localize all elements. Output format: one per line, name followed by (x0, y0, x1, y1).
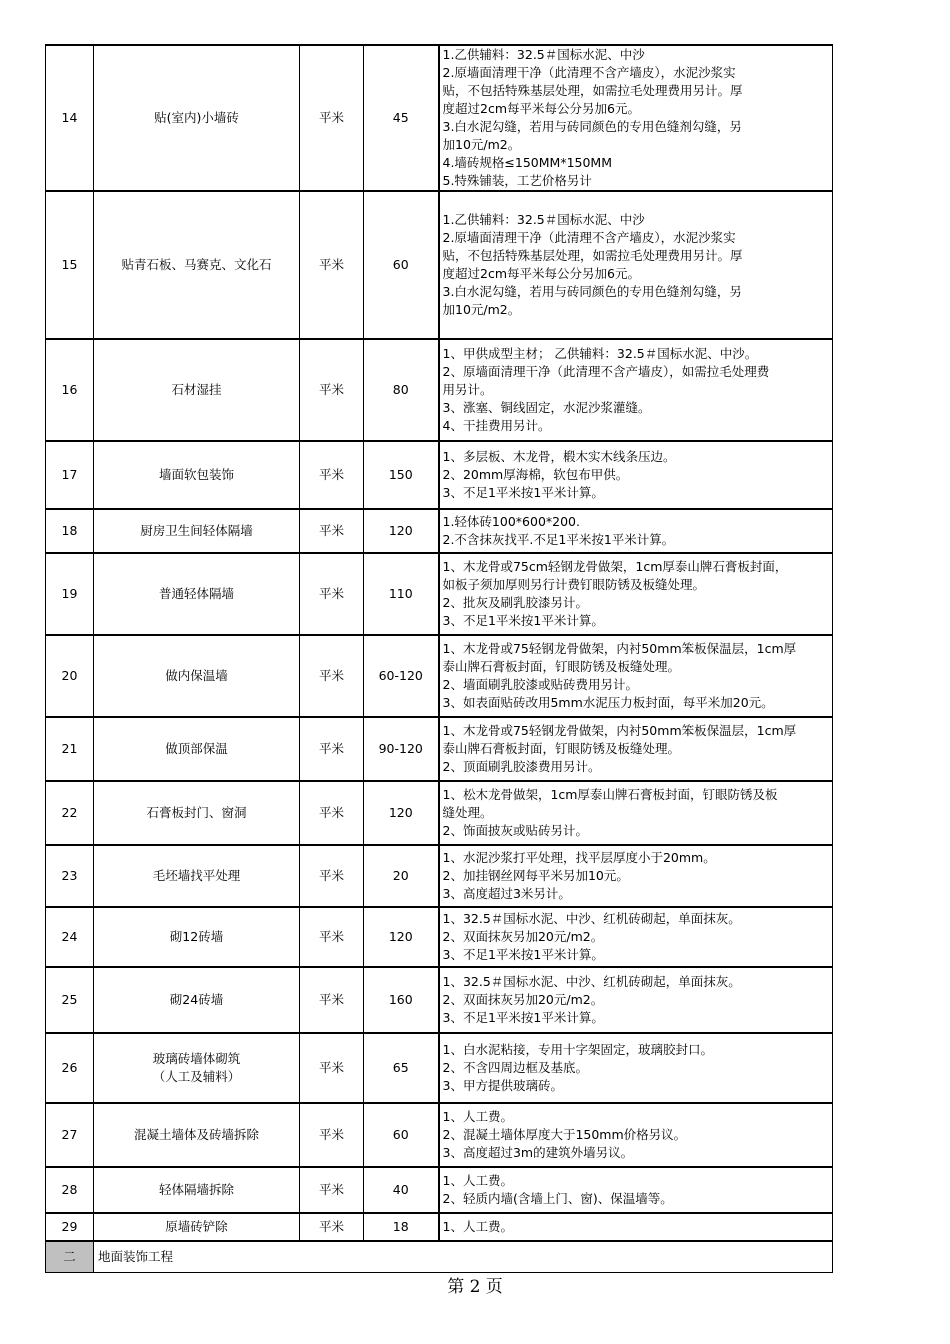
item-name-line: （人工及辅料） (152, 1069, 241, 1084)
item-description-text (443, 345, 830, 435)
item-name (94, 339, 300, 441)
item-name (94, 553, 300, 635)
table-row (46, 781, 833, 845)
item-number: 29 (46, 1213, 94, 1241)
item-name (94, 717, 300, 781)
item-name-line: 普通轻体隔墙 (158, 586, 234, 601)
description-line: 3、不足1平米按1平米计算。 (442, 947, 604, 962)
description-line: 1、人工费。 (442, 1173, 513, 1188)
description-line: 2、轻质内墙(含墙上门、窗)、保温墙等。 (442, 1191, 673, 1206)
item-description-text (443, 1218, 830, 1236)
item-description (439, 1033, 833, 1103)
item-unit: 平米 (300, 553, 364, 635)
item-name (94, 509, 300, 553)
description-line: 2.不含抹灰找平.不足1平米按1平米计算。 (442, 532, 675, 547)
section-number: 二 (46, 1241, 94, 1273)
item-unit: 平米 (300, 907, 364, 967)
item-price: 120 (364, 509, 439, 553)
description-line: 1、人工费。 (442, 1219, 513, 1234)
item-name (94, 1167, 300, 1213)
table-row (46, 339, 833, 441)
description-line: 2、原墙面清理干净（此清理不含产墙皮），如需拉毛处理费 (442, 364, 770, 379)
item-name (94, 441, 300, 509)
item-description-text (443, 849, 830, 903)
item-name (94, 1213, 300, 1241)
item-number: 22 (46, 781, 94, 845)
item-description-text (443, 722, 830, 776)
item-description (439, 441, 833, 509)
item-unit: 平米 (300, 845, 364, 907)
description-line: 3、涨塞、铜线固定，水泥沙浆灌缝。 (442, 400, 651, 415)
description-line: 2、20mm厚海棉，软包布甲供。 (442, 467, 629, 482)
description-line: 1、甲供成型主材； 乙供辅料：32.5＃国标水泥、中沙。 (442, 346, 758, 361)
item-number: 21 (46, 717, 94, 781)
table-row (46, 509, 833, 553)
description-line: 3、高度超过3米另计。 (442, 886, 571, 901)
item-number: 27 (46, 1103, 94, 1167)
description-line: 2、加挂钢丝网每平米另加10元。 (442, 868, 629, 883)
description-line: 2、饰面披灰或贴砖另计。 (442, 823, 588, 838)
section-title: 地面装饰工程 (94, 1241, 833, 1273)
item-description-text (443, 973, 830, 1027)
item-unit: 平米 (300, 1033, 364, 1103)
item-description-text (443, 211, 830, 319)
item-description (439, 1213, 833, 1241)
item-number: 20 (46, 635, 94, 717)
item-unit: 平米 (300, 967, 364, 1033)
description-line: 4.墙砖规格≤150MM*150MM (442, 155, 613, 170)
description-line: 2、双面抹灰另加20元/m2。 (442, 929, 604, 944)
item-name-line: 墙面软包装饰 (158, 467, 234, 482)
item-description (439, 553, 833, 635)
description-line: 3、不足1平米按1平米计算。 (442, 485, 604, 500)
table-row (46, 907, 833, 967)
item-price: 90-120 (364, 717, 439, 781)
description-line: 1.乙供辅料：32.5＃国标水泥、中沙 (442, 47, 645, 62)
item-unit: 平米 (300, 635, 364, 717)
item-name-line: 贴(室内)小墙砖 (154, 110, 239, 125)
description-line: 5.特殊铺装，工艺价格另计 (442, 173, 592, 188)
description-line: 3、不足1平米按1平米计算。 (442, 613, 604, 628)
table-row (46, 45, 833, 191)
item-description-text (443, 910, 830, 964)
item-price: 160 (364, 967, 439, 1033)
description-line: 贴，不包括特殊基层处理，如需拉毛处理费用另计。厚 (442, 83, 743, 98)
item-description-text (443, 1108, 830, 1162)
description-line: 1、木龙骨或75轻钢龙骨做架，内衬50mm笨板保温层，1cm厚 (442, 723, 797, 738)
item-description-text (443, 46, 830, 190)
description-line: 加10元/m2。 (442, 137, 521, 152)
item-description (439, 781, 833, 845)
table-row (46, 1167, 833, 1213)
item-price: 120 (364, 781, 439, 845)
item-description (439, 45, 833, 191)
description-line: 缝处理。 (442, 805, 493, 820)
item-unit: 平米 (300, 717, 364, 781)
description-line: 2、批灰及刷乳胶漆另计。 (442, 595, 588, 610)
item-number: 18 (46, 509, 94, 553)
item-price: 80 (364, 339, 439, 441)
item-description (439, 1103, 833, 1167)
item-description (439, 339, 833, 441)
item-description (439, 967, 833, 1033)
item-number: 16 (46, 339, 94, 441)
page-number: 第 2 页 (447, 1277, 503, 1297)
item-number: 28 (46, 1167, 94, 1213)
item-unit: 平米 (300, 441, 364, 509)
item-unit: 平米 (300, 509, 364, 553)
description-line: 3、不足1平米按1平米计算。 (442, 1010, 604, 1025)
description-line: 1、人工费。 (442, 1109, 513, 1124)
item-name-line: 石材湿挂 (171, 382, 222, 397)
item-description (439, 1167, 833, 1213)
description-line: 3、高度超过3m的建筑外墙另议。 (442, 1145, 634, 1160)
item-number: 15 (46, 191, 94, 339)
description-line: 1.轻体砖100*600*200. (442, 514, 580, 529)
description-line: 1、松木龙骨做架，1cm厚泰山牌石膏板封面，钉眼防锈及板 (442, 787, 778, 802)
description-line: 2、不含四周边框及基底。 (442, 1060, 588, 1075)
description-line: 4、干挂费用另计。 (442, 418, 551, 433)
item-description (439, 907, 833, 967)
item-price: 18 (364, 1213, 439, 1241)
item-name-line: 石膏板封门、窗洞 (146, 805, 247, 820)
item-unit: 平米 (300, 1167, 364, 1213)
description-line: 2.原墙面清理干净（此清理不含产墙皮），水泥沙浆实 (442, 65, 736, 80)
item-description-text (443, 786, 830, 840)
item-name-line: 砌24砖墙 (169, 992, 224, 1007)
item-unit: 平米 (300, 339, 364, 441)
item-description-text (443, 513, 830, 549)
table-row (46, 845, 833, 907)
item-number: 17 (46, 441, 94, 509)
table-row (46, 441, 833, 509)
item-price: 20 (364, 845, 439, 907)
item-number: 25 (46, 967, 94, 1033)
item-price: 65 (364, 1033, 439, 1103)
item-description (439, 509, 833, 553)
item-name-line: 砌12砖墙 (169, 929, 224, 944)
description-line: 3、甲方提供玻璃砖。 (442, 1078, 563, 1093)
item-number: 14 (46, 45, 94, 191)
item-name-line: 做顶部保温 (165, 741, 228, 756)
item-description (439, 635, 833, 717)
item-name-line: 玻璃砖墙体砌筑 (152, 1051, 241, 1066)
description-line: 2、双面抹灰另加20元/m2。 (442, 992, 604, 1007)
item-price: 60 (364, 1103, 439, 1167)
description-line: 度超过2cm每平米每公分另加6元。 (442, 266, 640, 281)
description-line: 用另计。 (442, 382, 493, 397)
table-row (46, 553, 833, 635)
item-price: 45 (364, 45, 439, 191)
item-unit: 平米 (300, 191, 364, 339)
item-name-line: 厨房卫生间轻体隔墙 (140, 523, 253, 538)
description-line: 1、木龙骨或75轻钢龙骨做架，内衬50mm笨板保温层，1cm厚 (442, 641, 797, 656)
description-line: 3.白水泥勾缝，若用与砖同颜色的专用色缝剂勾缝，另 (442, 284, 742, 299)
item-description-text (443, 1172, 830, 1208)
item-name-line: 混凝土墙体及砖墙拆除 (133, 1127, 259, 1142)
item-description (439, 191, 833, 339)
item-description-text (443, 1041, 830, 1095)
description-line: 1、多层板、木龙骨，椴木实木线条压边。 (442, 449, 676, 464)
item-name (94, 781, 300, 845)
price-table-body (46, 45, 833, 1273)
item-name (94, 191, 300, 339)
description-line: 1、水泥沙浆打平处理，找平层厚度小于20mm。 (442, 850, 716, 865)
item-number: 23 (46, 845, 94, 907)
item-name (94, 1033, 300, 1103)
item-name (94, 845, 300, 907)
section-header-row (46, 1241, 833, 1273)
item-description (439, 845, 833, 907)
description-line: 1.乙供辅料：32.5＃国标水泥、中沙 (442, 212, 645, 227)
item-price: 60 (364, 191, 439, 339)
table-row (46, 1213, 833, 1241)
description-line: 1、木龙骨或75cm轻钢龙骨做架，1cm厚泰山牌石膏板封面， (442, 559, 788, 574)
description-line: 如板子须加厚则另行计费钉眼防锈及板缝处理。 (442, 577, 706, 592)
description-line: 1、32.5＃国标水泥、中沙、红机砖砌起，单面抹灰。 (442, 911, 741, 926)
item-number: 26 (46, 1033, 94, 1103)
item-price: 150 (364, 441, 439, 509)
table-row (46, 635, 833, 717)
description-line: 2、墙面刷乳胶漆或贴砖费用另计。 (442, 677, 638, 692)
item-unit: 平米 (300, 45, 364, 191)
item-unit: 平米 (300, 1213, 364, 1241)
table-row (46, 1033, 833, 1103)
table-row (46, 1103, 833, 1167)
description-line: 3.白水泥勾缝，若用与砖同颜色的专用色缝剂勾缝，另 (442, 119, 742, 134)
description-line: 3、如表面贴砖改用5mm水泥压力板封面，每平米加20元。 (442, 695, 774, 710)
item-unit: 平米 (300, 1103, 364, 1167)
item-name (94, 635, 300, 717)
description-line: 泰山牌石膏板封面，钉眼防锈及板缝处理。 (442, 659, 681, 674)
item-description (439, 717, 833, 781)
description-line: 1、32.5＃国标水泥、中沙、红机砖砌起，单面抹灰。 (442, 974, 741, 989)
item-description-text (443, 448, 830, 502)
description-line: 贴，不包括特殊基层处理，如需拉毛处理费用另计。厚 (442, 248, 743, 263)
table-row (46, 717, 833, 781)
item-price: 120 (364, 907, 439, 967)
description-line: 加10元/m2。 (442, 302, 521, 317)
item-name (94, 967, 300, 1033)
item-description-text (443, 640, 830, 712)
price-table (45, 44, 833, 1273)
item-name-line: 贴青石板、马赛克、文化石 (121, 257, 272, 272)
item-name (94, 1103, 300, 1167)
description-line: 度超过2cm每平米每公分另加6元。 (442, 101, 640, 116)
table-row (46, 191, 833, 339)
item-number: 19 (46, 553, 94, 635)
description-line: 2、顶面刷乳胶漆费用另计。 (442, 759, 601, 774)
item-name-line: 原墙砖铲除 (165, 1219, 228, 1234)
table-row (46, 967, 833, 1033)
item-unit: 平米 (300, 781, 364, 845)
item-number: 24 (46, 907, 94, 967)
item-price: 60-120 (364, 635, 439, 717)
item-name-line: 做内保温墙 (165, 668, 228, 683)
item-name-line: 毛坯墙找平处理 (152, 868, 241, 883)
item-description-text (443, 558, 830, 630)
item-name (94, 907, 300, 967)
item-price: 40 (364, 1167, 439, 1213)
description-line: 2、混凝土墙体厚度大于150mm价格另议。 (442, 1127, 687, 1142)
description-line: 2.原墙面清理干净（此清理不含产墙皮），水泥沙浆实 (442, 230, 736, 245)
item-name-line: 轻体隔墙拆除 (158, 1182, 234, 1197)
description-line: 泰山牌石膏板封面，钉眼防锈及板缝处理。 (442, 741, 681, 756)
item-name (94, 45, 300, 191)
item-price: 110 (364, 553, 439, 635)
description-line: 1、白水泥粘接，专用十字架固定，玻璃胶封口。 (442, 1042, 713, 1057)
